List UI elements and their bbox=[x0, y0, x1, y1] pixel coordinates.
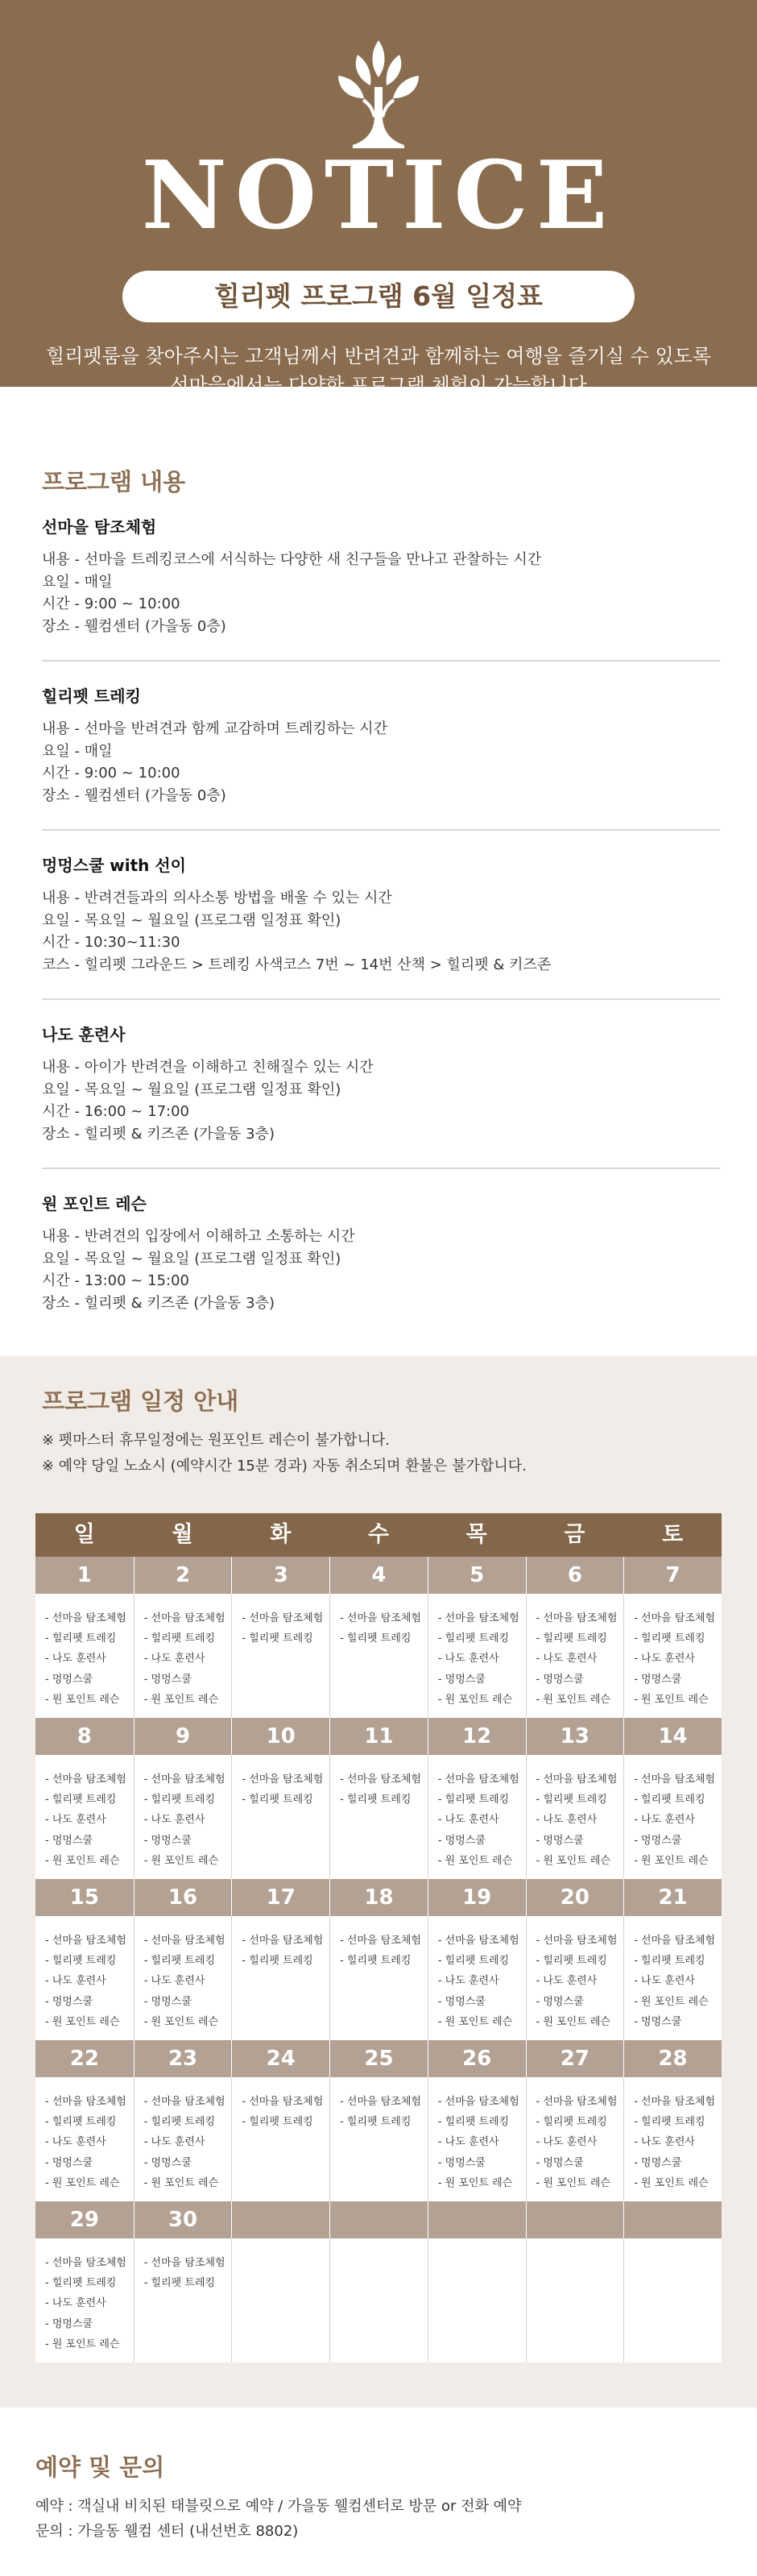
event-item: - 나도 훈련사 bbox=[437, 2136, 499, 2149]
day-cell bbox=[623, 2077, 722, 2201]
event-item: - 멍멍스쿨 bbox=[143, 1673, 192, 1686]
event-item: - 힐리펫 트레킹 bbox=[340, 1955, 412, 1968]
event-item: - 멍멍스쿨 bbox=[45, 1834, 93, 1847]
day-cell bbox=[329, 1594, 428, 1718]
program-name: 멍멍스쿨 with 선이 bbox=[42, 856, 186, 875]
date-number: 10 bbox=[231, 1718, 329, 1755]
event-item: - 원 포인트 레슨 bbox=[437, 2015, 513, 2028]
event-item: - 나도 훈련사 bbox=[634, 2136, 695, 2149]
day-cell bbox=[428, 2238, 526, 2362]
event-item: - 멍멍스쿨 bbox=[536, 2156, 584, 2169]
event-item: - 멍멍스쿨 bbox=[536, 1673, 584, 1686]
event-item: - 선마을 탐조체험 bbox=[340, 1773, 421, 1786]
event-item: - 힐리펫 트레킹 bbox=[634, 1632, 705, 1645]
program-detail: 내용 - 반려견들과의 의사소통 방법을 배울 수 있는 시간 bbox=[42, 890, 392, 906]
date-number: 5 bbox=[428, 1557, 526, 1594]
program-detail: 내용 - 아이가 반려견을 이해하고 친해질수 있는 시간 bbox=[42, 1059, 374, 1076]
event-item: - 나도 훈련사 bbox=[437, 1653, 499, 1665]
event-item: - 나도 훈련사 bbox=[536, 1814, 598, 1827]
events-row bbox=[35, 1594, 722, 1718]
events-row bbox=[35, 1916, 722, 2040]
date-number bbox=[231, 2201, 329, 2238]
day-cell bbox=[134, 1594, 232, 1718]
event-item: - 원 포인트 레슨 bbox=[45, 2015, 120, 2028]
day-cell bbox=[134, 2077, 232, 2201]
event-item: - 힐리펫 트레킹 bbox=[340, 1794, 412, 1807]
event-item: - 원 포인트 레슨 bbox=[45, 1693, 120, 1706]
day-cell bbox=[35, 1916, 134, 2040]
event-item: - 힐리펫 트레킹 bbox=[340, 1632, 412, 1645]
event-item: - 힐리펫 트레킹 bbox=[634, 1955, 705, 1968]
schedule-section bbox=[0, 1356, 757, 2408]
program-detail: 코스 - 힐리펫 그라운드 > 트레킹 사색코스 7번 ~ 14번 산책 > 힐리펫 & 키즈존 bbox=[42, 956, 552, 973]
event-item: - 나도 훈련사 bbox=[143, 1653, 205, 1665]
reservation-contact-section bbox=[0, 2408, 757, 2576]
day-cell bbox=[231, 1594, 329, 1718]
program-detail: 내용 - 선마을 반려견과 함께 교감하며 트레킹하는 시간 bbox=[42, 720, 388, 737]
event-item: - 멍멍스쿨 bbox=[45, 1995, 93, 2008]
event-item: - 나도 훈련사 bbox=[143, 1975, 205, 1988]
program-detail: 요일 - 매일 bbox=[42, 742, 113, 760]
section-title: 프로그램 내용 bbox=[42, 468, 186, 496]
page-title: NOTICE bbox=[141, 141, 616, 251]
event-item: - 멍멍스쿨 bbox=[437, 2156, 486, 2169]
day-cell bbox=[329, 2238, 428, 2362]
event-item: - 힐리펫 트레킹 bbox=[143, 1794, 216, 1807]
date-number: 25 bbox=[329, 2040, 428, 2077]
date-number: 6 bbox=[526, 1557, 624, 1594]
date-row bbox=[35, 1879, 722, 1916]
day-cell bbox=[526, 1755, 624, 1879]
event-item: - 나도 훈련사 bbox=[634, 1814, 695, 1827]
event-item: - 나도 훈련사 bbox=[45, 1653, 106, 1665]
event-item: - 힐리펫 트레킹 bbox=[437, 1632, 510, 1645]
event-item: - 힐리펫 트레킹 bbox=[242, 2116, 313, 2129]
day-cell bbox=[428, 1755, 526, 1879]
event-item: - 힐리펫 트레킹 bbox=[634, 1794, 705, 1807]
tree-logo-icon bbox=[330, 39, 427, 150]
day-cell bbox=[231, 1755, 329, 1879]
program-detail: 시간 - 9:00 ~ 10:00 bbox=[42, 765, 180, 782]
event-item: - 멍멍스쿨 bbox=[45, 2156, 93, 2169]
date-number: 16 bbox=[134, 1879, 232, 1916]
event-item: - 선마을 탐조체험 bbox=[242, 1612, 324, 1624]
date-number: 15 bbox=[69, 1885, 99, 1910]
section-title: 예약 및 문의 bbox=[35, 2454, 165, 2481]
schedule-banner: 힐리펫 프로그램 6월 일정표 bbox=[122, 271, 635, 322]
event-item: - 나도 훈련사 bbox=[437, 1975, 499, 1988]
event-item: - 원 포인트 레슨 bbox=[437, 1693, 513, 1706]
event-item: - 힐리펫 트레킹 bbox=[143, 2277, 216, 2290]
event-item: - 멍멍스쿨 bbox=[143, 1995, 192, 2008]
day-cell bbox=[231, 2238, 329, 2362]
event-item: - 선마을 탐조체험 bbox=[45, 1935, 126, 1947]
intro-text bbox=[0, 342, 757, 400]
events-row bbox=[35, 2238, 722, 2362]
events-row bbox=[35, 2077, 722, 2201]
event-item: - 힐리펫 트레킹 bbox=[340, 2116, 412, 2129]
weekday-wed: 수 bbox=[367, 1522, 389, 1547]
event-item: - 힐리펫 트레킹 bbox=[242, 1794, 313, 1807]
event-item: - 원 포인트 레슨 bbox=[437, 2176, 513, 2189]
program-item bbox=[42, 855, 720, 1000]
date-number: 17 bbox=[231, 1879, 329, 1916]
event-item: - 선마을 탐조체험 bbox=[143, 1612, 225, 1624]
day-cell bbox=[231, 2077, 329, 2201]
event-item: - 힐리펫 트레킹 bbox=[143, 1955, 216, 1968]
event-item: - 힐리펫 트레킹 bbox=[634, 2116, 705, 2129]
program-name: 선마을 탐조체험 bbox=[42, 517, 157, 537]
event-item: - 나도 훈련사 bbox=[536, 1975, 598, 1988]
event-item: - 멍멍스쿨 bbox=[634, 2156, 682, 2169]
event-item: - 멍멍스쿨 bbox=[634, 2015, 682, 2028]
schedule-note: ※ 예약 당일 노쇼시 (예약시간 15분 경과) 자동 취소되며 환불은 불가합니다. bbox=[42, 1458, 527, 1475]
program-item bbox=[42, 1193, 720, 1314]
event-item: - 힐리펫 트레킹 bbox=[143, 1632, 216, 1645]
date-number bbox=[526, 2201, 624, 2238]
day-cell bbox=[231, 1916, 329, 2040]
day-cell bbox=[623, 1755, 722, 1879]
event-item: - 힐리펫 트레킹 bbox=[536, 1794, 607, 1807]
event-item: - 원 포인트 레슨 bbox=[45, 2337, 120, 2350]
event-item: - 나도 훈련사 bbox=[536, 1653, 598, 1665]
date-number: 4 bbox=[329, 1557, 428, 1594]
event-item: - 선마을 탐조체험 bbox=[45, 1773, 126, 1786]
event-item: - 원 포인트 레슨 bbox=[143, 2015, 219, 2028]
event-item: - 선마을 탐조체험 bbox=[340, 1935, 421, 1947]
day-cell bbox=[35, 1755, 134, 1879]
event-item: - 선마을 탐조체험 bbox=[143, 2257, 225, 2269]
date-number: 14 bbox=[623, 1718, 722, 1755]
event-item: - 선마을 탐조체험 bbox=[634, 1935, 716, 1947]
weekday-tue: 화 bbox=[270, 1522, 292, 1547]
event-item: - 선마을 탐조체험 bbox=[242, 1773, 324, 1786]
weekday-mon: 월 bbox=[172, 1522, 193, 1547]
program-item bbox=[42, 686, 720, 831]
event-item: - 선마을 탐조체험 bbox=[340, 1612, 421, 1624]
intro-line: 선마을에서는 다양한 프로그램 체험이 가능합니다 bbox=[170, 374, 587, 396]
weekday-fri: 금 bbox=[564, 1522, 585, 1547]
day-cell bbox=[329, 2077, 428, 2201]
event-item: - 선마을 탐조체험 bbox=[45, 2257, 126, 2269]
program-contents-section bbox=[0, 387, 757, 1356]
day-cell bbox=[329, 1916, 428, 2040]
date-number: 19 bbox=[428, 1879, 526, 1916]
event-item: - 나도 훈련사 bbox=[45, 2136, 106, 2149]
date-row bbox=[35, 1557, 722, 1594]
day-cell bbox=[35, 2238, 134, 2362]
program-detail: 요일 - 목요일 ~ 월요일 (프로그램 일정표 확인) bbox=[42, 1250, 341, 1267]
day-cell bbox=[428, 1594, 526, 1718]
day-cell bbox=[623, 2238, 722, 2362]
event-item: - 멍멍스쿨 bbox=[634, 1834, 682, 1847]
event-item: - 힐리펫 트레킹 bbox=[437, 2116, 510, 2129]
event-item: - 원 포인트 레슨 bbox=[634, 2176, 709, 2189]
day-cell bbox=[526, 2238, 624, 2362]
schedule-calendar bbox=[35, 1513, 722, 2362]
date-number: 26 bbox=[428, 2040, 526, 2077]
notice-header bbox=[0, 0, 757, 396]
schedule-note: ※ 펫마스터 휴무일정에는 원포인트 레슨이 불가합니다. bbox=[42, 1432, 390, 1449]
day-cell bbox=[623, 1916, 722, 2040]
date-number: 24 bbox=[231, 2040, 329, 2077]
date-number bbox=[428, 2201, 526, 2238]
event-item: - 멍멍스쿨 bbox=[437, 1834, 486, 1847]
date-number: 11 bbox=[329, 1718, 428, 1755]
event-item: - 힐리펫 트레킹 bbox=[536, 1632, 607, 1645]
event-item: - 멍멍스쿨 bbox=[45, 1673, 93, 1686]
event-item: - 원 포인트 레슨 bbox=[143, 1854, 219, 1867]
program-detail: 장소 - 웰컴센터 (가을동 0층) bbox=[42, 786, 226, 804]
program-detail: 요일 - 매일 bbox=[42, 573, 113, 591]
event-item: - 멍멍스쿨 bbox=[536, 1834, 584, 1847]
program-item bbox=[42, 516, 720, 662]
day-cell bbox=[134, 1755, 232, 1879]
date-number: 3 bbox=[231, 1557, 329, 1594]
event-item: - 힐리펫 트레킹 bbox=[143, 2116, 216, 2129]
date-row bbox=[35, 2201, 722, 2238]
event-item: - 원 포인트 레슨 bbox=[143, 1693, 219, 1706]
event-item: - 힐리펫 트레킹 bbox=[437, 1794, 510, 1807]
event-item: - 원 포인트 레슨 bbox=[634, 1693, 709, 1706]
event-item: - 선마을 탐조체험 bbox=[437, 1935, 519, 1947]
program-detail: 시간 - 10:30~11:30 bbox=[42, 934, 180, 951]
day-cell bbox=[35, 1594, 134, 1718]
event-item: - 나도 훈련사 bbox=[143, 2136, 205, 2149]
program-detail: 시간 - 16:00 ~ 17:00 bbox=[42, 1103, 189, 1120]
event-item: - 멍멍스쿨 bbox=[143, 1834, 192, 1847]
program-detail: 장소 - 웰컴센터 (가을동 0층) bbox=[42, 617, 226, 635]
event-item: - 나도 훈련사 bbox=[45, 1814, 106, 1827]
day-cell bbox=[428, 2077, 526, 2201]
event-item: - 선마을 탐조체험 bbox=[437, 1773, 519, 1786]
inquiry-info: 문의 : 가을동 웰컴 센터 (내선번호 8802) bbox=[35, 2523, 299, 2540]
date-number: 13 bbox=[526, 1718, 624, 1755]
day-cell bbox=[35, 2077, 134, 2201]
event-item: - 선마을 탐조체험 bbox=[437, 1612, 519, 1624]
event-item: - 힐리펫 트레킹 bbox=[45, 1955, 117, 1968]
event-item: - 힐리펫 트레킹 bbox=[45, 1794, 117, 1807]
event-item: - 선마을 탐조체험 bbox=[143, 1773, 225, 1786]
date-number: 8 bbox=[77, 1724, 92, 1748]
program-detail: 내용 - 반려견의 입장에서 이해하고 소통하는 시간 bbox=[42, 1228, 355, 1245]
event-item: - 원 포인트 레슨 bbox=[634, 1995, 709, 2008]
day-cell bbox=[134, 1916, 232, 2040]
event-item: - 멍멍스쿨 bbox=[634, 1673, 682, 1686]
event-item: - 힐리펫 트레킹 bbox=[242, 1632, 313, 1645]
events-row bbox=[35, 1755, 722, 1879]
section-title: 프로그램 일정 안내 bbox=[42, 1388, 239, 1415]
date-number: 2 bbox=[134, 1557, 232, 1594]
event-item: - 선마을 탐조체험 bbox=[242, 1935, 324, 1947]
date-number: 7 bbox=[623, 1557, 722, 1594]
event-item: - 힐리펫 트레킹 bbox=[536, 2116, 607, 2129]
date-number: 18 bbox=[329, 1879, 428, 1916]
event-item: - 선마을 탐조체험 bbox=[634, 1612, 716, 1624]
event-item: - 힐리펫 트레킹 bbox=[536, 1955, 607, 1968]
day-cell bbox=[428, 1916, 526, 2040]
program-detail: 시간 - 9:00 ~ 10:00 bbox=[42, 595, 180, 612]
event-item: - 멍멍스쿨 bbox=[437, 1995, 486, 2008]
event-item: - 멍멍스쿨 bbox=[437, 1673, 486, 1686]
event-item: - 원 포인트 레슨 bbox=[143, 2176, 219, 2189]
event-item: - 선마을 탐조체험 bbox=[536, 1935, 618, 1947]
weekday-thu: 목 bbox=[465, 1522, 487, 1547]
event-item: - 멍멍스쿨 bbox=[143, 2156, 192, 2169]
program-name: 나도 훈련사 bbox=[42, 1025, 126, 1044]
program-detail: 요일 - 목요일 ~ 월요일 (프로그램 일정표 확인) bbox=[42, 1081, 341, 1098]
event-item: - 선마을 탐조체험 bbox=[437, 2096, 519, 2108]
date-number: 20 bbox=[526, 1879, 624, 1916]
event-item: - 원 포인트 레슨 bbox=[437, 1854, 513, 1867]
event-item: - 선마을 탐조체험 bbox=[634, 1773, 716, 1786]
date-number bbox=[623, 2201, 722, 2238]
date-number: 12 bbox=[428, 1718, 526, 1755]
weekday-sun: 일 bbox=[73, 1522, 95, 1547]
program-detail: 장소 - 힐리펫 & 키즈존 (가을동 3층) bbox=[42, 1294, 275, 1312]
date-number: 27 bbox=[526, 2040, 624, 2077]
event-item: - 나도 훈련사 bbox=[634, 1653, 695, 1665]
date-number: 9 bbox=[134, 1718, 232, 1755]
program-name: 힐리펫 트레킹 bbox=[42, 687, 141, 706]
event-item: - 원 포인트 레슨 bbox=[536, 1693, 610, 1706]
day-cell bbox=[134, 2238, 232, 2362]
event-item: - 원 포인트 레슨 bbox=[45, 1854, 120, 1867]
reservation-info: 예약 : 객실내 비치된 태블릿으로 예약 / 가을동 웰컴센터로 방문 or 전화 예약 bbox=[35, 2498, 522, 2515]
event-item: - 힐리펫 트레킹 bbox=[242, 1955, 313, 1968]
date-number: 1 bbox=[77, 1563, 92, 1587]
event-item: - 나도 훈련사 bbox=[45, 1975, 106, 1988]
date-number: 30 bbox=[134, 2201, 232, 2238]
event-item: - 원 포인트 레슨 bbox=[45, 2176, 120, 2189]
date-row bbox=[35, 1718, 722, 1755]
intro-line: 힐리펫룸을 찾아주시는 고객님께서 반려견과 함께하는 여행을 즐기실 수 있도록 bbox=[45, 345, 712, 367]
date-number: 28 bbox=[623, 2040, 722, 2077]
day-cell bbox=[329, 1755, 428, 1879]
event-item: - 나도 훈련사 bbox=[437, 1814, 499, 1827]
date-number bbox=[329, 2201, 428, 2238]
event-item: - 선마을 탐조체험 bbox=[242, 2096, 324, 2108]
event-item: - 힐리펫 트레킹 bbox=[45, 2277, 117, 2290]
event-item: - 선마을 탐조체험 bbox=[340, 2096, 421, 2108]
date-number: 22 bbox=[69, 2047, 99, 2071]
event-item: - 멍멍스쿨 bbox=[45, 2317, 93, 2330]
event-item: - 나도 훈련사 bbox=[634, 1975, 695, 1988]
event-item: - 선마을 탐조체험 bbox=[634, 2096, 716, 2108]
event-item: - 선마을 탐조체험 bbox=[536, 1612, 618, 1624]
weekday-sat: 토 bbox=[662, 1522, 684, 1547]
event-item: - 원 포인트 레슨 bbox=[536, 2176, 610, 2189]
event-item: - 원 포인트 레슨 bbox=[634, 1854, 709, 1867]
event-item: - 힐리펫 트레킹 bbox=[437, 1955, 510, 1968]
event-item: - 힐리펫 트레킹 bbox=[45, 2116, 117, 2129]
event-item: - 선마을 탐조체험 bbox=[143, 2096, 225, 2108]
event-item: - 선마을 탐조체험 bbox=[45, 1612, 126, 1624]
event-item: - 선마을 탐조체험 bbox=[143, 1935, 225, 1947]
date-row bbox=[35, 2040, 722, 2077]
day-cell bbox=[526, 2077, 624, 2201]
event-item: - 원 포인트 레슨 bbox=[536, 2015, 610, 2028]
event-item: - 힐리펫 트레킹 bbox=[45, 1632, 117, 1645]
program-detail: 내용 - 선마을 트레킹코스에 서식하는 다양한 새 친구들을 만나고 관찰하는 시간 bbox=[42, 551, 542, 568]
event-item: - 멍멍스쿨 bbox=[536, 1995, 584, 2008]
event-item: - 선마을 탐조체험 bbox=[536, 2096, 618, 2108]
event-item: - 원 포인트 레슨 bbox=[536, 1854, 610, 1867]
event-item: - 선마을 탐조체험 bbox=[536, 1773, 618, 1786]
weekday-header-row bbox=[35, 1513, 722, 1557]
event-item: - 나도 훈련사 bbox=[143, 1814, 205, 1827]
date-number: 21 bbox=[623, 1879, 722, 1916]
day-cell bbox=[623, 1594, 722, 1718]
program-detail: 시간 - 13:00 ~ 15:00 bbox=[42, 1272, 189, 1289]
day-cell bbox=[526, 1594, 624, 1718]
date-number: 29 bbox=[69, 2208, 99, 2232]
program-name: 원 포인트 레슨 bbox=[42, 1194, 147, 1213]
program-detail: 요일 - 목요일 ~ 월요일 (프로그램 일정표 확인) bbox=[42, 911, 341, 929]
date-number: 23 bbox=[134, 2040, 232, 2077]
event-item: - 나도 훈련사 bbox=[45, 2297, 106, 2310]
program-item bbox=[42, 1024, 720, 1169]
day-cell bbox=[526, 1916, 624, 2040]
event-item: - 선마을 탐조체험 bbox=[45, 2096, 126, 2108]
program-detail: 장소 - 힐리펫 & 키즈존 (가을동 3층) bbox=[42, 1125, 275, 1143]
event-item: - 나도 훈련사 bbox=[536, 2136, 598, 2149]
